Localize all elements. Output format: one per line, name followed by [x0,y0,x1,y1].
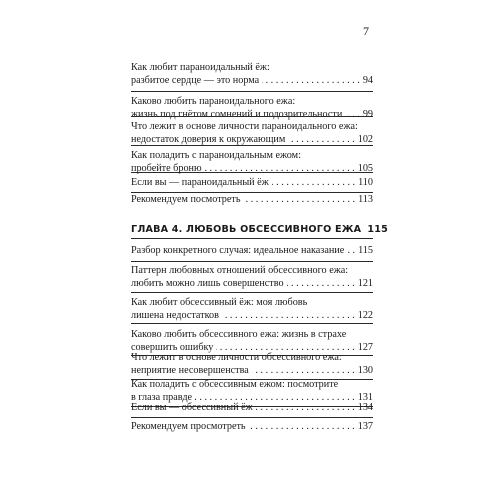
toc-page-number: 137 [357,421,373,432]
toc-entry [131,329,373,354]
divider [131,192,373,193]
dot-leader [243,194,355,207]
dot-leader [345,109,360,122]
toc-page-number: 110 [358,177,373,188]
toc-entry [131,194,373,207]
toc-entry-line: Как поладить с обсессивным ежом: посмотрите [131,379,339,390]
toc-page-number: 99 [362,108,373,120]
toc-entry-line: Каково любить параноидального ежа: [131,96,296,107]
divider [131,417,373,418]
toc-entry-line: Каково любить обсессивного ежа: жизнь в страхе [131,329,347,340]
chapter-title: ГЛАВА 4. ЛЮБОВЬ ОБСЕССИВНОГО ЕЖА [131,223,362,235]
divider [131,261,373,262]
toc-entry-line: Как любит обсессивный ёж: моя любовь [131,297,308,308]
toc-entry [131,297,373,322]
toc-entry-line: Паттерн любовных отношений обсессивного ежа: [131,265,349,276]
toc-entry-line: Что лежит в основе личности обсессивного ежа: [131,352,342,363]
dot-leader [222,310,355,323]
dot-leader [252,365,355,378]
toc-entry [131,177,373,190]
chapter-page-number: 115 [367,223,388,235]
dot-leader [272,177,355,190]
chapter-heading [131,223,388,236]
divider [131,116,373,117]
dot-leader [262,75,360,88]
toc-entry [131,62,373,87]
dot-leader [347,245,355,258]
toc-entry-line: разбитое сердце — это норма [131,74,260,86]
toc-entry-line: недостаток доверия к окружающим [131,133,286,145]
toc-page-number: 102 [357,133,373,145]
toc-page-number: 134 [357,402,373,413]
divider [131,172,373,173]
toc-page-number: 94 [362,74,373,86]
toc-entry-line: Если вы — параноидальный ёж [131,177,269,188]
toc-entry-line: пробейте броню [131,162,202,174]
toc-entry-line: лишена недостатков [131,309,219,321]
toc-entry-line: Рекомендуем посмотреть [131,194,241,205]
toc-page-number: 113 [358,194,373,205]
toc-entry [131,265,373,290]
toc-page-number: 127 [357,341,373,353]
toc-entry-line: Как поладить с параноидальным ежом: [131,150,301,161]
divider [131,323,373,324]
toc-entry-line: Как любит параноидальный ёж: [131,62,270,73]
toc-entry-line: Рекомендуем просмотреть [131,421,246,432]
toc-page-number: 105 [357,162,373,174]
toc-page-number: 122 [357,309,373,321]
toc-entry-line: Если вы — обсессивный ёж [131,402,253,413]
toc-page-number: 130 [357,364,373,376]
toc-entry-line: в глаза правде [131,391,193,403]
toc-entry [131,421,373,434]
divider [131,292,373,293]
toc-page-number: 115 [358,245,373,256]
toc-entry-line: совершить ошибку [131,341,214,353]
toc-entry [131,245,373,258]
toc-entry [131,402,373,415]
toc-page-number: 131 [357,391,373,403]
toc-entry [131,352,373,377]
divider [131,91,373,92]
toc-entry-line: любить можно лишь совершенство [131,277,284,289]
dot-leader [249,421,355,434]
toc-entry [131,121,373,146]
dot-leader [287,278,355,291]
toc-entry-line: Разбор конкретного случая: идеальное наказание [131,245,345,256]
toc-entry-line: неприятие несовершенства [131,364,249,376]
toc-page-number: 121 [357,277,373,289]
toc-entry [131,379,373,404]
divider [131,145,373,146]
toc-entry-line: Что лежит в основе личности параноидального ежа: [131,121,358,132]
divider [131,238,373,239]
page-number: 7 [363,24,369,38]
dot-leader [205,163,355,176]
toc-entry [131,96,373,121]
toc-entry-line: жизнь под гнётом сомнений и подозрительности [131,108,343,120]
dot-leader [256,402,355,415]
